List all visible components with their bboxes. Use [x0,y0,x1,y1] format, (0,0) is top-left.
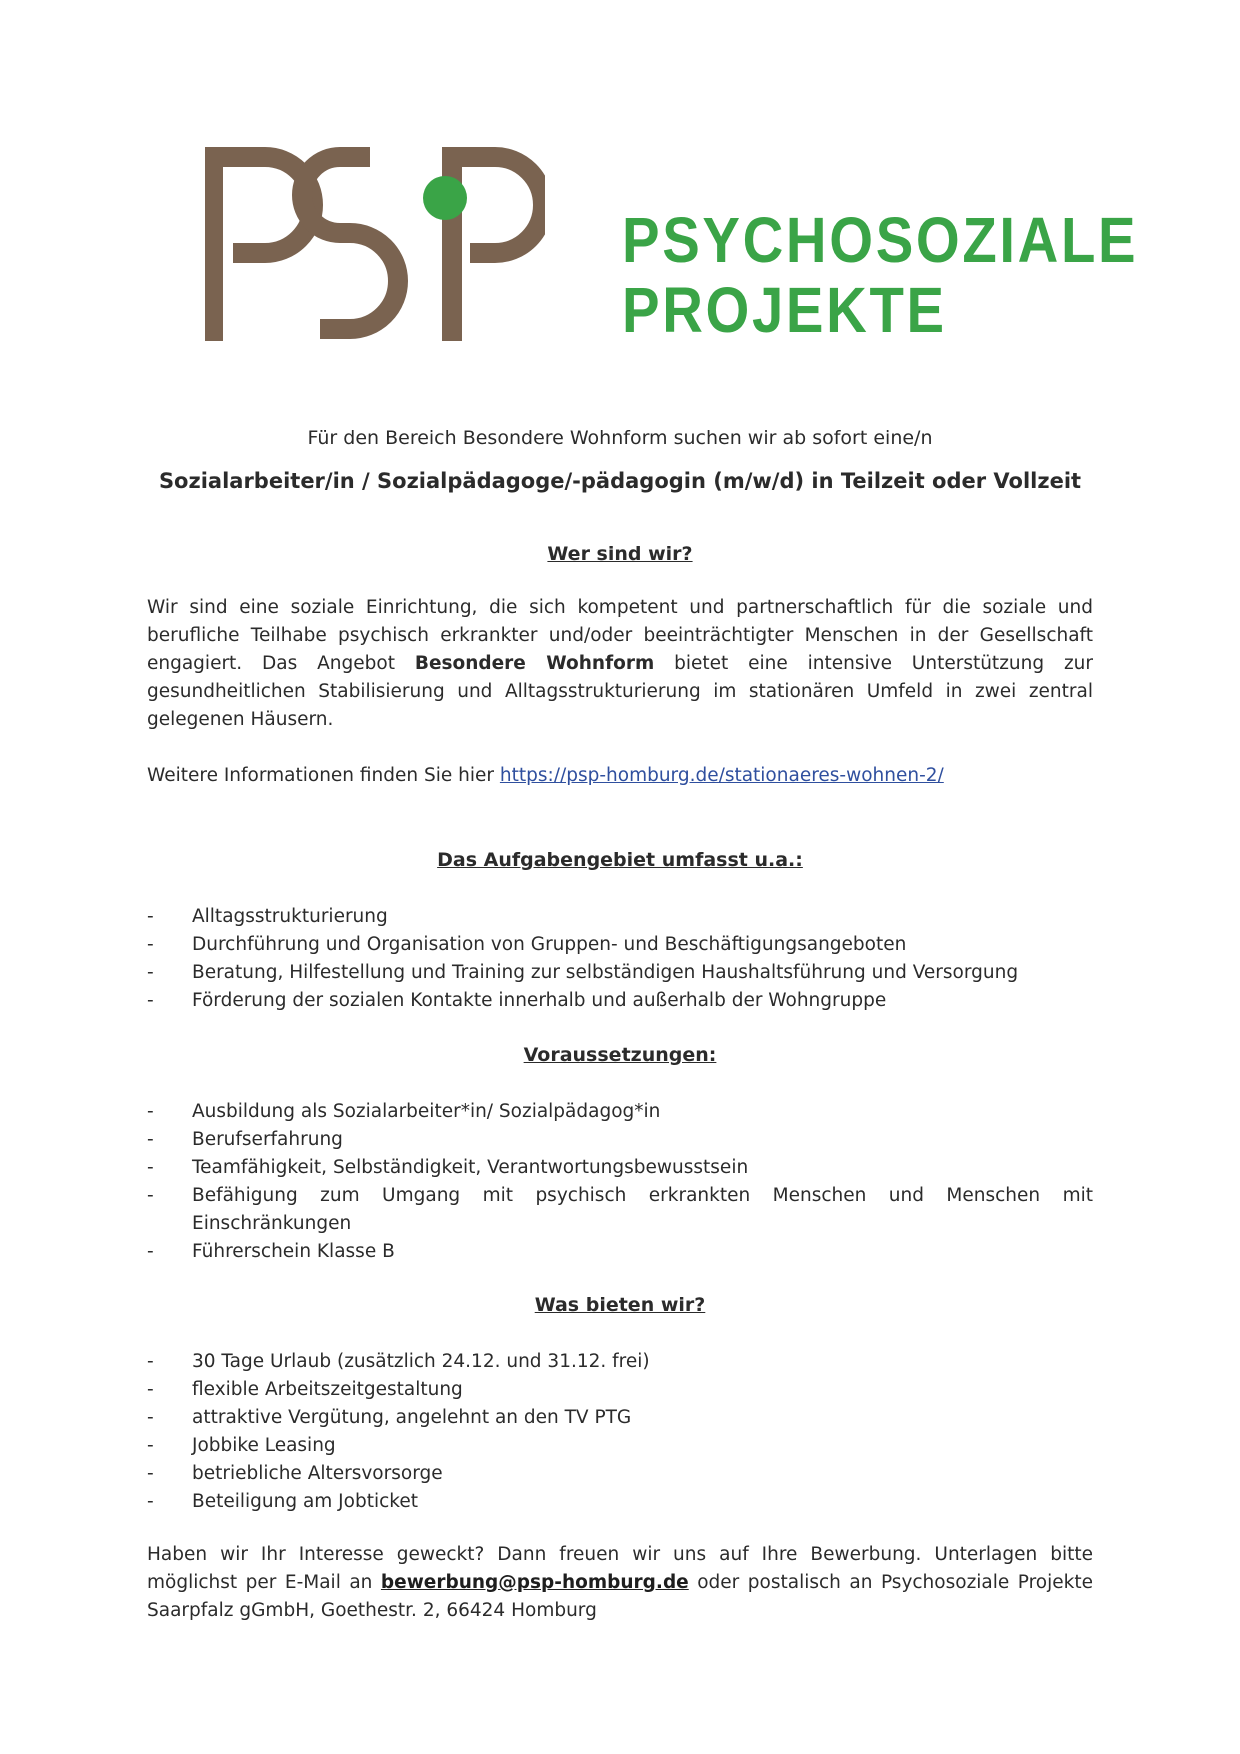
list-item: - Befähigung zum Umgang mit psychisch erkrankten Menschen und Menschen mit Einschränkungen [147,1185,1093,1234]
list-item: - Durchführung und Organisation von Gruppen- und Beschäftigungsangeboten [147,934,907,955]
logo-line-1: PSYCHOSOZIALE [622,204,1139,276]
who-paragraph [147,594,1093,734]
email-link[interactable]: bewerbung@psp-homburg.de [380,1572,689,1593]
list-item: - Förderung der sozialen Kontakte innerhalb und außerhalb der Wohngruppe [147,990,887,1011]
tasks-heading: Das Aufgabengebiet umfasst u.a.: [437,849,803,871]
list-item: - Beteiligung am Jobticket [147,1491,418,1512]
list-item: - flexible Arbeitszeitgestaltung [147,1379,463,1400]
tasks-list [147,903,1093,1015]
list-item: - Berufserfahrung [147,1129,343,1150]
list-item: - Alltagsstrukturierung [147,906,388,927]
closing-paragraph [147,1541,1093,1625]
who-text-after: bietet eine intensive Unterstützung zur gesundheitlichen Stabilisierung und Alltagsstrukturierung im stationären Umfeld in zwei zentral gelegenen Häusern. [147,653,1093,730]
list-item: - Teamfähigkeit, Selbständigkeit, Verantwortungsbewusstsein [147,1157,749,1178]
list-item: - Führerschein Klasse B [147,1241,395,1262]
list-item: - betriebliche Altersvorsorge [147,1463,443,1484]
who-text-bold: Besondere Wohnform [414,653,655,674]
job-title: Sozialarbeiter/in / Sozialpädagoge/-pädagogin (m/w/d) in Teilzeit oder Vollzeit [158,469,1082,493]
list-item: - attraktive Vergütung, angelehnt an den TV PTG [147,1407,632,1428]
requirements-list [147,1098,1093,1266]
who-text-before: Wir sind eine soziale Einrichtung, die sich kompetent und partnerschaftlich für die soziale und berufliche Teilhabe psychisch erkrankter und/oder beeinträchtigter Menschen in der Gesellschaft engagiert. Das Angebot [147,597,1093,674]
offer-list [147,1348,1093,1516]
psp-logo-icon [205,143,545,343]
closing-text-before: Haben wir Ihr Interesse geweckt? Dann freuen wir uns auf Ihre Bewerbung. Unterlagen bitte möglichst per E-Mail an [147,1544,1093,1593]
logo-wordmark [622,205,1138,345]
who-heading: Wer sind wir? [547,543,693,565]
list-item: - Ausbildung als Sozialarbeiter*in/ Sozialpädagog*in [147,1101,661,1122]
info-link[interactable]: https://psp-homburg.de/stationaeres-wohnen-2/ [499,765,944,786]
intro-line: Für den Bereich Besondere Wohnform suchen wir ab sofort eine/n [307,427,933,449]
requirements-heading: Voraussetzungen: [523,1044,717,1066]
logo-line-2: PROJEKTE [622,274,947,346]
closing-text-after: oder postalisch an Psychosoziale Projekte Saarpfalz gGmbH, Goethestr. 2, 66424 Homburg [147,1572,1093,1621]
more-info-line [147,762,1093,790]
list-item: - 30 Tage Urlaub (zusätzlich 24.12. und 31.12. frei) [147,1351,650,1372]
list-item: - Jobbike Leasing [147,1435,336,1456]
more-info-text: Weitere Informationen finden Sie hier [147,765,500,786]
list-item: - Beratung, Hilfestellung und Training zur selbständigen Haushaltsführung und Versorgung [147,962,1019,983]
offer-heading: Was bieten wir? [534,1294,706,1316]
